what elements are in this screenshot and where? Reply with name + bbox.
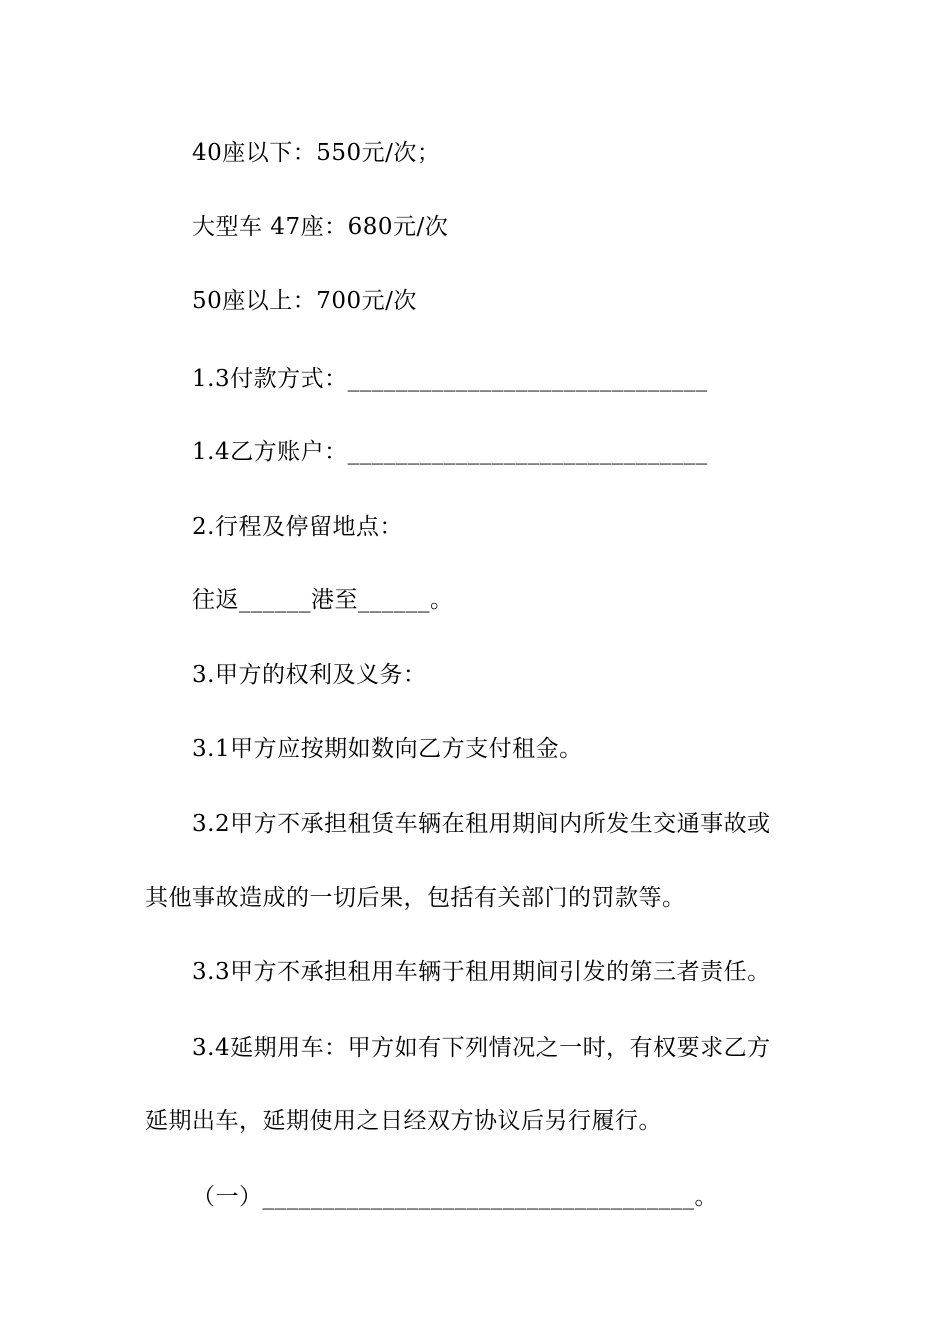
paragraph-line: 其他事故造成的一切后果，包括有关部门的罚款等。 [145, 885, 686, 911]
paragraph-line: 2.行程及停留地点： [192, 514, 403, 540]
paragraph-line: 1.4乙方账户：______________________________ [192, 439, 708, 465]
paragraph-line: 3.1甲方应按期如数向乙方支付租金。 [192, 736, 583, 762]
paragraph-line: 3.甲方的权利及义务： [192, 662, 427, 688]
paragraph-line: 3.4延期用车：甲方如有下列情况之一时，有权要求乙方 [192, 1035, 771, 1061]
paragraph-line: 3.3甲方不承担租用车辆于租用期间引发的第三者责任。 [192, 959, 771, 985]
paragraph-line: 大型车 47座：680元/次 [192, 214, 449, 240]
paragraph-line: 延期出车，延期使用之日经双方协议后另行履行。 [145, 1108, 662, 1134]
paragraph-line: 3.2甲方不承担租赁车辆在租用期间内所发生交通事故或 [192, 811, 771, 837]
paragraph-line: 40座以下：550元/次； [192, 140, 441, 166]
paragraph-line: 往返______港至______。 [192, 587, 454, 613]
paragraph-line: 1.3付款方式：______________________________ [192, 366, 708, 392]
paragraph-line: （一）____________________________________。 [192, 1184, 718, 1210]
paragraph-line: 50座以上：700元/次 [192, 288, 417, 314]
